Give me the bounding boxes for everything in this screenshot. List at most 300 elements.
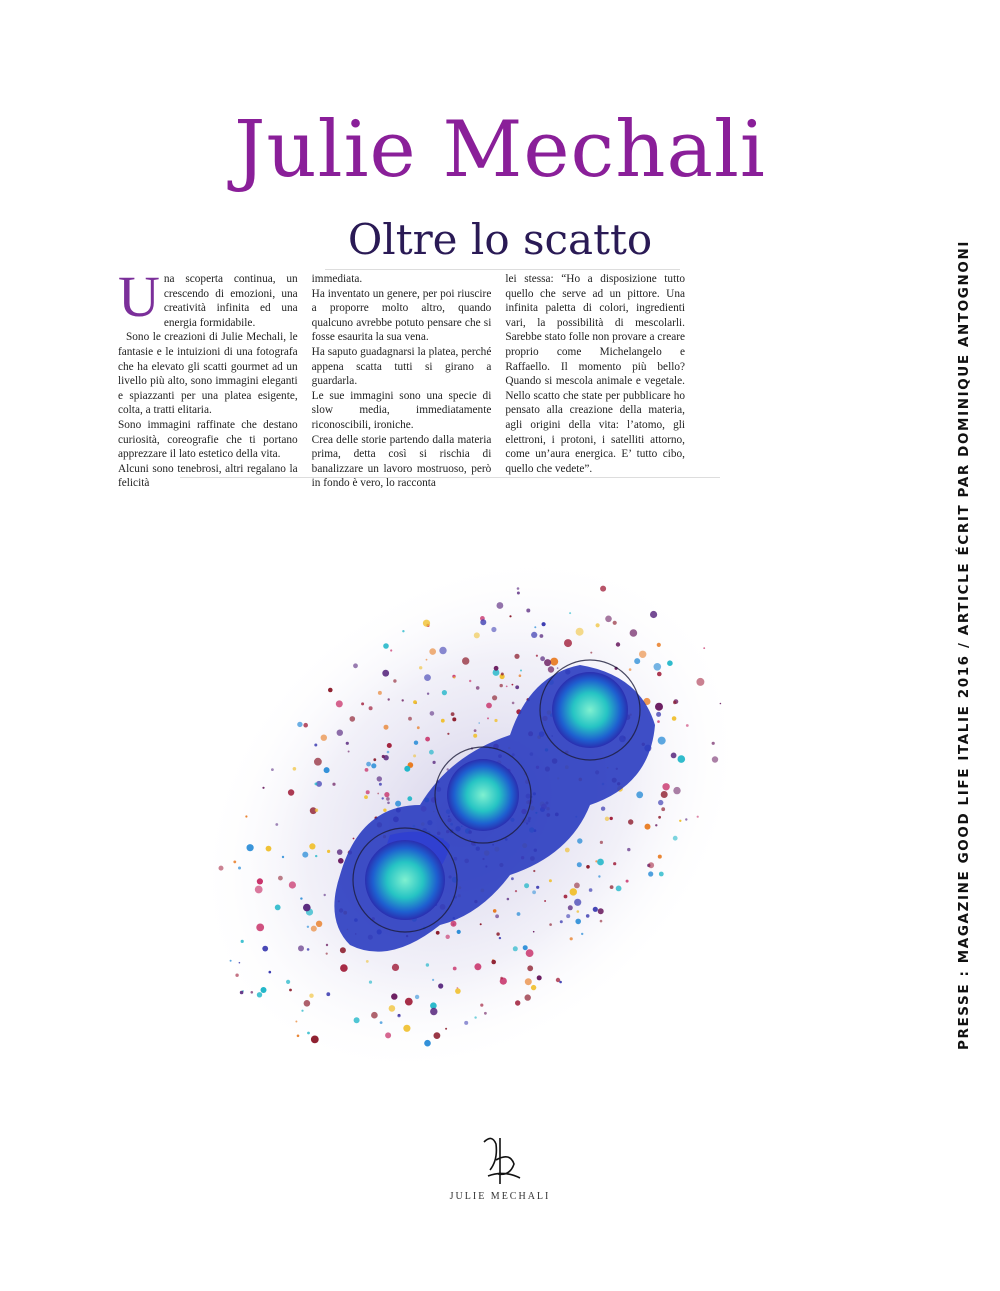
paint-speck [520,670,522,672]
paragraph [118,264,298,330]
paint-speck [497,602,504,609]
paint-speck [577,862,582,867]
paint-speck [712,742,715,745]
paragraph-text: na scoperta continua, un crescendo di emozioni, una creatività infinita ed una energia formidabile. [163,273,298,329]
paint-speck [486,703,492,709]
paint-speck [393,679,396,682]
paint-speck [598,875,600,877]
paint-speck [383,809,386,812]
paint-speck [309,843,315,849]
paint-speck [419,666,422,669]
paint-speck [531,632,537,638]
paint-speck [390,649,392,651]
paint-speck [451,921,457,927]
paint-speck [233,861,236,864]
paint-speck [493,909,497,913]
paint-speck [445,1028,447,1030]
paint-speck [655,703,663,711]
paint-speck [511,877,514,880]
paint-speck [241,940,244,943]
paint-speck [387,802,390,805]
paint-speck [451,712,455,716]
paint-speck [474,729,477,732]
paint-speck [408,717,412,721]
paint-speck [491,960,496,965]
paint-speck [388,698,390,700]
paint-speck [507,898,510,901]
paint-speck [628,819,633,824]
article-subtitle: Oltre lo scatto [347,215,653,264]
paint-speck [405,998,413,1006]
paint-speck [613,862,616,865]
paragraph: Sono immagini raffinate che destano curiosità, coreografie che ti portano apprezzare il lato estetico della vita. [118,418,298,461]
cyan-orb-top [552,672,628,748]
paint-speck [473,734,477,738]
paint-speck [499,937,501,939]
paint-speck [478,722,480,724]
paint-speck [369,981,372,984]
paint-speck [455,988,461,994]
paint-speck [598,908,604,914]
paint-speck [542,622,546,626]
paint-speck [407,796,412,801]
paint-speck [581,933,583,935]
paint-speck [673,701,676,704]
paint-speck [309,994,313,998]
paint-speck [304,1000,311,1007]
paint-speck [544,900,546,902]
paint-speck [340,964,348,972]
paint-speck [662,783,669,790]
paint-speck [636,791,643,798]
paint-speck [239,962,241,964]
paint-speck [575,919,581,925]
paint-speck [517,912,521,916]
paint-speck [240,991,244,995]
paint-speck [324,767,330,773]
paint-speck [570,937,573,940]
paint-speck [597,859,604,866]
paint-speck [610,817,613,820]
paint-speck [392,964,399,971]
paint-speck [457,930,461,934]
paint-speck [565,848,570,853]
press-credit: PRESSE : MAGAZINE GOOD LIFE ITALIE 2016 / ARTICLE ÉCRIT PAR DOMINIQUE ANTOGNONI [956,240,972,1050]
paint-speck [307,926,309,928]
paint-speck [384,792,389,797]
paint-speck [500,977,503,980]
paint-speck [275,905,281,911]
paint-speck [480,923,482,925]
paint-speck [311,926,317,932]
paint-speck [679,820,681,822]
paint-speck [219,866,224,871]
paint-speck [438,983,443,988]
paint-speck [494,719,497,722]
paint-speck [354,1017,360,1023]
paint-speck [685,818,687,820]
paint-speck [397,1014,400,1017]
paint-speck [295,1021,297,1023]
paint-speck [286,980,290,984]
paint-speck [576,628,584,636]
paint-speck [439,647,446,654]
paint-speck [247,844,254,851]
paint-speck [315,855,317,857]
paint-speck [589,888,593,892]
paint-speck [301,1010,303,1012]
paint-speck [382,670,389,677]
paint-speck [382,755,385,758]
paint-speck [314,744,317,747]
paint-speck [383,643,389,649]
paint-speck [462,657,469,664]
paint-speck [630,629,638,637]
paint-speck [557,667,559,669]
paint-speck [315,809,318,812]
paint-speck [536,886,539,889]
paint-speck [447,733,449,735]
paint-speck [307,1032,310,1035]
paint-speck [678,755,686,763]
paint-speck [278,876,283,881]
paint-speck [425,737,430,742]
paint-speck [494,666,499,671]
paint-speck [540,634,544,638]
paint-speck [629,668,632,671]
paragraph: Le sue immagini sono una specie di slow media, immediatamente riconoscibili, ironiche. [311,389,492,431]
paint-speck [429,648,436,655]
paint-speck [613,621,617,625]
paint-speck [389,1005,396,1012]
paint-speck [549,879,552,882]
paint-speck [289,881,296,888]
paint-speck [656,712,661,717]
paint-speck [336,700,343,707]
paint-speck [577,910,580,913]
paint-speck [364,795,368,799]
paint-speck [568,905,573,910]
paint-speck [655,824,657,826]
paint-speck [337,849,343,855]
paint-speck [658,816,661,819]
paint-speck [337,730,343,736]
paint-speck [288,789,294,795]
paint-speck [328,688,333,693]
paint-speck [369,706,373,710]
paint-speck [512,702,515,705]
paint-speck [424,1040,431,1047]
paint-speck [353,838,355,840]
paint-speck [442,690,447,695]
paint-speck [586,865,590,869]
paint-speck [386,797,390,801]
paint-speck [526,609,530,613]
paint-speck [577,838,582,843]
paint-speck [524,883,529,888]
paint-speck [303,904,311,912]
paint-speck [549,923,552,926]
paint-speck [404,766,410,772]
paint-speck [324,894,326,896]
paint-speck [262,946,268,952]
paint-speck [238,867,241,870]
paint-speck [427,693,429,695]
paint-speck [605,817,609,821]
paragraph: lei stessa: “Ho a disposizione tutto quello che serve ad un pittore. Una infinita paletta di colori, ingredienti vari, la possibilità di mescolarli. Sarebbe stato folle non provare a creare proprio come Michelangelo e Raffaello. Il momento più bello? Quando si mescola animale e vegetale. Nello scatto che state per pubblicare ho pensato alla creazione della materia, agli origini della vita: l’atomo, gli elettroni, i protoni, i satelliti attorno, come un’aura energica. E’ tutto cibo, quello che vedete”. [505,273,686,475]
paint-speck [350,716,356,722]
paint-speck [436,931,440,935]
paint-speck [377,793,379,795]
column-3 [505,272,685,491]
paint-speck [509,615,511,617]
paint-speck [696,678,704,686]
paint-speck [441,719,445,723]
paint-speck [289,989,292,992]
paint-speck [340,947,346,953]
paint-speck [429,750,434,755]
paint-speck [474,632,480,638]
paint-speck [480,1004,483,1007]
paint-speck [384,725,389,730]
paint-speck [432,979,434,981]
paint-speck [326,992,330,996]
paint-speck [496,932,499,935]
paint-speck [548,666,554,672]
paint-speck [626,880,629,883]
paint-speck [327,850,330,853]
paint-speck [527,965,533,971]
paint-speck [417,726,420,729]
paint-speck [424,674,431,681]
paint-speck [348,751,350,753]
paint-speck [501,673,504,676]
bottom-divider [180,477,720,478]
paint-speck [661,791,668,798]
paint-speck [366,960,369,963]
paint-speck [525,994,531,1000]
paint-speck [667,660,673,666]
paint-speck [480,619,486,625]
paint-speck [380,1021,383,1024]
paint-speck [235,974,238,977]
drop-cap: U [118,264,160,329]
paint-speck [634,658,640,664]
paint-speck [426,963,429,966]
paint-speck [256,924,264,932]
paint-speck [648,862,654,868]
paint-speck [500,684,503,687]
paint-speck [297,722,302,727]
paint-speck [515,1000,520,1005]
paint-speck [395,801,401,807]
paint-speck [657,643,661,647]
paragraph: Ha inventato un genere, per poi riuscire a proporre molto altro, quando qualcuno avrebbe potuto pensare che si fosse esaurita la sua vena. [311,287,492,344]
splash-artwork [150,505,790,1145]
cyan-orb-bottom [365,840,445,920]
paint-speck [453,967,457,971]
paint-speck [303,723,308,728]
paint-speck [648,871,653,876]
paint-speck [697,816,699,818]
paint-speck [298,945,304,951]
paint-speck [657,672,662,677]
paint-speck [302,852,308,858]
paint-speck [332,783,335,786]
paint-speck [257,992,262,997]
paint-speck [262,787,264,789]
paint-speck [515,685,519,689]
paint-speck [536,655,538,657]
paint-speck [569,612,571,614]
paint-speck [387,743,392,748]
paint-speck [491,627,496,632]
paint-speck [402,630,404,632]
paint-speck [645,824,651,830]
paint-speck [515,890,517,892]
paint-speck [245,815,247,817]
paint-speck [474,1016,476,1018]
paint-speck [560,920,563,923]
paint-speck [321,735,327,741]
paint-speck [426,659,428,661]
paint-speck [596,623,600,627]
paint-speck [300,897,302,899]
paint-speck [365,768,369,772]
paint-speck [671,753,677,759]
paint-speck [271,768,274,771]
paint-speck [513,946,518,951]
column-1 [118,264,298,491]
paint-speck [415,995,419,999]
paint-speck [600,586,606,592]
paint-speck [452,717,456,721]
paint-speck [654,663,662,671]
paint-speck [315,783,318,786]
paint-speck [311,1036,319,1044]
paint-speck [574,883,580,889]
paint-speck [373,758,376,761]
paint-speck [430,711,435,716]
paint-speck [601,807,605,811]
paint-speck [658,800,663,805]
paint-speck [297,1035,300,1038]
paint-speck [403,1025,410,1032]
paint-speck [574,899,581,906]
paint-speck [525,978,532,985]
paint-speck [593,907,598,912]
paint-speck [338,858,344,864]
paint-speck [413,700,417,704]
paint-speck [266,846,272,852]
paint-speck [385,1032,391,1038]
signature-glyph [470,1130,530,1190]
paint-speck [433,761,436,764]
paint-speck [550,658,558,666]
paint-speck [720,703,722,705]
paint-speck [316,921,322,927]
column-2 [312,272,492,491]
paint-speck [387,751,390,754]
paint-speck [269,971,272,974]
paint-speck [559,981,562,984]
paint-speck [616,642,620,646]
paint-speck [378,691,382,695]
paint-speck [379,783,382,786]
top-divider [325,269,680,270]
paint-speck [564,895,568,899]
paint-speck [326,953,328,955]
paint-speck [570,888,577,895]
paint-speck [517,592,520,595]
paint-speck [616,886,622,892]
signature-text: JULIE MECHALI [449,1191,551,1202]
paint-speck [544,659,551,666]
paint-speck [658,855,662,859]
paint-speck [533,931,535,933]
paint-speck [314,758,322,766]
paint-speck [469,680,471,682]
paint-speck [533,870,535,872]
paint-speck [346,742,349,745]
cyan-orb-middle [447,759,519,831]
paint-speck [526,949,534,957]
paint-speck [537,975,542,980]
paint-speck [600,920,603,923]
paint-speck [353,663,358,668]
paint-speck [484,1012,487,1015]
paragraph: Ha saputo guadagnarsi la platea, perché appena scatta tutti si girano a guardarla. [311,345,492,388]
paint-speck [532,890,536,894]
paragraph: immediata. [311,273,363,285]
paint-speck [703,647,705,649]
paint-speck [402,699,404,701]
paint-speck [453,676,455,678]
paint-speck [434,1032,441,1039]
paint-speck [371,763,376,768]
paint-speck [423,620,430,627]
paint-speck [371,1012,378,1019]
paint-speck [487,717,489,719]
paint-speck [586,914,590,918]
paragraph: Crea delle storie partendo dalla materia prima, detta così si rischia di banalizzare un lavoro mostruoso, però in fondo è vero, lo racconta [311,433,492,490]
paint-speck [610,885,614,889]
paint-speck [464,1021,468,1025]
paint-speck [627,848,630,851]
paragraph: Sono le creazioni di Julie Mechali, le fantasie e le intuizioni di una fotografa che ha elevato gli scatti gourmet ad un livello più alto, sono immagini eleganti e spiazzanti per una platea esigente, colta, a tratti elitaria. [118,331,298,417]
paint-speck [517,587,520,590]
paint-speck [531,985,536,990]
paint-speck [326,944,328,946]
paint-speck [391,993,397,999]
paint-speck [495,914,499,918]
article-title: Julie Mechali [234,105,766,195]
paint-speck [672,716,677,721]
paint-speck [261,987,267,993]
paint-speck [255,886,263,894]
paint-speck [474,963,481,970]
paint-speck [307,948,310,951]
paint-speck [293,767,297,771]
paragraph: Alcuni sono tenebrosi, altri regalano la felicità [118,462,298,490]
paint-speck [282,856,284,858]
paint-speck [506,686,508,688]
paint-speck [673,836,678,841]
paint-speck [639,651,646,658]
paint-speck [382,797,384,799]
paint-speck [600,841,603,844]
paint-speck [230,960,232,962]
